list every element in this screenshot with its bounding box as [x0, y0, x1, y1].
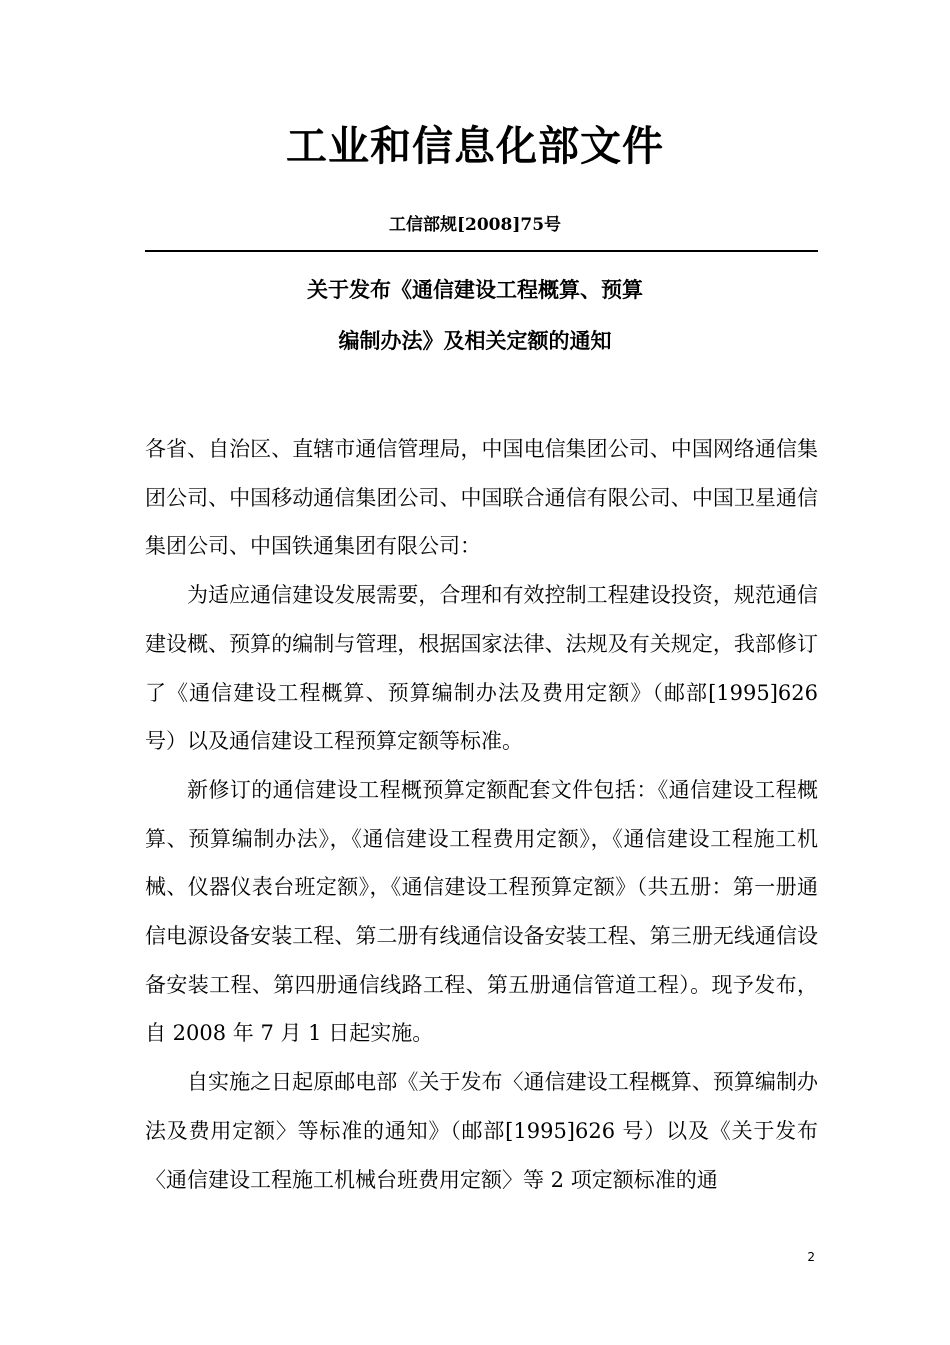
body-paragraph-2: 新修订的通信建设工程概预算定额配套文件包括：《通信建设工程概算、预算编制办法》，《通信建设工程费用定额》，《通信建设工程施工机械、仪器仪表台班定额》，《通信建设工程预算定额》（共五册：第一册通信电源设备安装工程、第二册有线通信设备安装工程、第三册无线通信设备安装工程、第四册通信线路工程、第五册通信管道工程）。现予发布，自 2008 年 7 月 1 日起实施。 [145, 777, 818, 1046]
notice-heading-line-1: 关于发布《通信建设工程概算、预算 [307, 277, 643, 302]
document-body [145, 425, 818, 1204]
page-number: 2 [807, 1250, 815, 1264]
body-paragraph-1: 为适应通信建设发展需要，合理和有效控制工程建设投资，规范通信建设概、预算的编制与管理，根据国家法律、法规及有关规定，我部修订了《通信建设工程概算、预算编制办法及费用定额》（邮部[1995]626 号）以及通信建设工程预算定额等标准。 [145, 583, 818, 754]
addressees-paragraph: 各省、自治区、直辖市通信管理局，中国电信集团公司、中国网络通信集团公司、中国移动通信集团公司、中国联合通信有限公司、中国卫星通信集团公司、中国铁通集团有限公司： [145, 437, 818, 559]
document-number: 工信部规[2008]75号 [388, 215, 562, 235]
document-title: 工业和信息化部文件 [286, 122, 664, 170]
header-divider [145, 250, 818, 252]
body-paragraph-3: 自实施之日起原邮电部《关于发布〈通信建设工程概算、预算编制办法及费用定额〉等标准的通知》（邮部[1995]626 号）以及《关于发布〈通信建设工程施工机械台班费用定额〉等 2 项定额标准的通 [145, 1070, 818, 1192]
notice-heading-line-2: 编制办法》及相关定额的通知 [338, 328, 612, 353]
